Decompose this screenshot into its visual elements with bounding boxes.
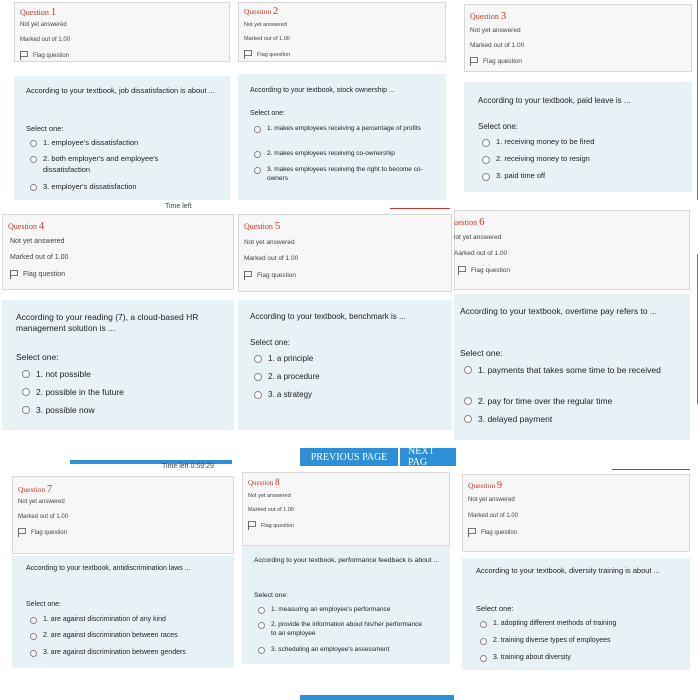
question-title-7: Question 7	[18, 484, 53, 495]
question-status-6: lot yet answered	[454, 234, 502, 241]
previous-page-button[interactable]: PREVIOUS PAGE	[300, 448, 398, 466]
option-8-2[interactable]: 2. provide the information about his/her performance to an employee	[258, 620, 428, 639]
radio-button[interactable]	[464, 397, 472, 405]
scrollbar[interactable]	[697, 0, 698, 200]
question-marks-3: Marked out of 1.00	[470, 42, 525, 49]
question-text-1: According to your textbook, job dissatisfaction is about ...	[26, 86, 215, 95]
option-3-2[interactable]: 2. receiving money to resign	[482, 154, 687, 165]
question-tile-3	[456, 0, 700, 200]
question-title-5: Question 5	[244, 220, 281, 232]
select-one-label: Select one:	[250, 110, 286, 117]
question-status-2: Not yet answered	[244, 22, 287, 28]
option-4-2[interactable]: 2. possible in the future	[22, 386, 227, 398]
select-one-label: Select one:	[16, 352, 59, 362]
select-one-label: Select one:	[460, 348, 503, 358]
select-one-label: Select one:	[478, 122, 519, 131]
question-title-2: Question 2	[244, 6, 279, 17]
timer-partial: Time left	[165, 203, 192, 210]
select-one-label: Select one:	[26, 124, 64, 133]
flag-question-3[interactable]: Flag question	[470, 57, 522, 66]
question-status-9: Not yet answered	[468, 497, 515, 503]
question-tile-4	[0, 212, 236, 434]
select-one-label: Select one:	[26, 601, 62, 608]
flag-icon	[18, 528, 27, 537]
question-tile-5	[236, 212, 454, 434]
flag-icon	[10, 270, 19, 279]
question-status-5: Not yet answered	[244, 239, 295, 246]
question-text-8: According to your textbook, performance feedback is about ...	[254, 557, 440, 564]
radio-button[interactable]	[254, 167, 261, 174]
flag-question-5[interactable]: Flag question	[244, 271, 296, 280]
radio-button[interactable]	[22, 388, 30, 396]
flag-icon	[458, 266, 467, 275]
select-one-label: Select one:	[254, 592, 289, 599]
flag-icon	[470, 57, 479, 66]
radio-button[interactable]	[254, 373, 262, 381]
question-title-4: Question 4	[8, 220, 45, 232]
radio-button[interactable]	[22, 370, 30, 378]
option-7-1[interactable]: 1. are against discrimination of any kind	[30, 615, 230, 625]
option-1-1[interactable]: 1. employee's dissatisfaction	[30, 138, 220, 149]
bottom-bar	[300, 695, 454, 700]
flag-icon	[248, 521, 257, 530]
question-tile-2	[234, 0, 452, 212]
option-6-1[interactable]: 1. payments that takes some time to be received	[464, 364, 664, 376]
radio-button[interactable]	[30, 140, 37, 147]
radio-button[interactable]	[464, 415, 472, 423]
radio-button[interactable]	[258, 607, 265, 614]
flag-icon	[468, 528, 477, 537]
question-title-8: Question 8	[248, 478, 280, 488]
flag-icon	[20, 51, 29, 60]
option-3-3[interactable]: 3. paid time off	[482, 171, 687, 182]
radio-button[interactable]	[22, 406, 30, 414]
radio-button[interactable]	[480, 655, 487, 662]
select-one-label: Select one:	[476, 604, 514, 613]
question-text-4: According to your reading (7), a cloud-based HR management solution is ...	[16, 312, 199, 334]
radio-button[interactable]	[30, 184, 37, 191]
flag-icon	[244, 50, 253, 59]
select-one-label: Select one:	[250, 338, 291, 347]
option-2-2[interactable]: 2. makes employees receiving co-ownership	[254, 149, 439, 158]
radio-button[interactable]	[30, 650, 37, 657]
radio-button[interactable]	[254, 391, 262, 399]
question-marks-2: Marked out of 1.00	[244, 36, 290, 42]
question-marks-4: Marked out of 1.00	[10, 254, 69, 261]
question-title-9: Question 9	[468, 480, 503, 491]
flag-question-9[interactable]: Flag question	[468, 528, 517, 537]
radio-button[interactable]	[30, 633, 37, 640]
question-marks-5: Marked out of 1.00	[244, 255, 299, 262]
question-text-2: According to your textbook, stock ownership ...	[250, 87, 395, 94]
radio-button[interactable]	[30, 156, 37, 163]
question-status-4: Not yet answered	[10, 238, 65, 245]
question-marks-9: Marked out of 1.00	[468, 513, 519, 519]
question-text-9: According to your textbook, diversity training is about ...	[476, 566, 660, 575]
option-1-3[interactable]: 3. employer's dissatisfaction	[30, 182, 220, 193]
question-text-5: According to your textbook, benchmark is ...	[250, 312, 406, 321]
flag-icon	[244, 271, 253, 280]
radio-button[interactable]	[482, 156, 490, 164]
section-divider	[390, 208, 450, 209]
option-4-3[interactable]: 3. possible now	[22, 404, 227, 416]
option-6-3[interactable]: 3. delayed payment	[464, 413, 684, 425]
question-text-6: According to your textbook, overtime pay refers to ...	[460, 306, 658, 316]
radio-button[interactable]	[254, 151, 261, 158]
radio-button[interactable]	[482, 173, 490, 181]
section-divider	[612, 469, 690, 470]
question-marks-1: Marked out of 1.00	[20, 37, 71, 43]
next-page-button[interactable]: NEXT PAG	[400, 448, 456, 466]
question-title-1: Question 1	[20, 6, 57, 18]
question-tile-7	[0, 460, 236, 700]
option-9-1[interactable]: 1. adopting different methods of training	[480, 619, 685, 629]
question-marks-8: Marked out of 1.00	[248, 507, 294, 513]
question-tile-1	[0, 0, 232, 212]
question-status-8: Not yet answered	[248, 493, 291, 499]
option-8-3[interactable]: 3. scheduling an employee's assessment	[258, 645, 448, 654]
option-5-3[interactable]: 3. a strategy	[254, 389, 444, 401]
flag-question-7[interactable]: Flag question	[18, 528, 67, 537]
question-status-1: Not yet answered	[20, 22, 67, 28]
radio-button[interactable]	[482, 139, 490, 147]
option-7-2[interactable]: 2. are against discrimination between races	[30, 631, 230, 641]
option-6-2[interactable]: 2. pay for time over the regular time	[464, 395, 684, 407]
question-text-7: According to your textbook, antidiscrimination laws ...	[26, 565, 191, 572]
option-2-1[interactable]: 1. makes employees receiving a percentage of profits	[254, 124, 439, 133]
question-status-7: Not yet answered	[18, 499, 65, 505]
radio-button[interactable]	[464, 366, 472, 374]
radio-button[interactable]	[480, 638, 487, 645]
question-marks-6: Aarked out of 1.00	[454, 250, 508, 257]
radio-button[interactable]	[30, 617, 37, 624]
option-2-3[interactable]: 3. makes employees receiving the right to become co-owners	[254, 165, 439, 184]
option-5-1[interactable]: 1. a principle	[254, 353, 444, 365]
question-status-3: Not yet answered	[470, 27, 521, 34]
question-tile-6	[454, 208, 700, 440]
option-5-2[interactable]: 2. a procedure	[254, 371, 444, 383]
scrollbar[interactable]	[697, 254, 698, 404]
flag-question-4[interactable]: Flag question	[10, 270, 65, 279]
option-9-2[interactable]: 2. training diverse types of employees	[480, 636, 685, 646]
question-title-6: uestion 6	[454, 216, 485, 228]
question-tile-8	[236, 466, 454, 700]
option-7-3[interactable]: 3. are against discrimination between genders	[30, 648, 234, 658]
flag-question-2[interactable]: Flag question	[244, 50, 290, 59]
radio-button[interactable]	[254, 126, 261, 133]
option-3-1[interactable]: 1. receiving money to be fired	[482, 137, 687, 148]
option-1-2[interactable]: 2. both employer's and employee's dissatisfaction	[30, 154, 200, 176]
radio-button[interactable]	[254, 355, 262, 363]
radio-button[interactable]	[258, 622, 265, 629]
flag-question-6[interactable]: Flag question	[458, 266, 510, 275]
option-4-1[interactable]: 1. not possible	[22, 368, 227, 380]
question-title-3: Question 3	[470, 10, 507, 22]
option-9-3[interactable]: 3. training about diversity	[480, 653, 685, 663]
question-tile-9	[456, 460, 700, 700]
timer-display: Time left 0:59:29	[162, 463, 214, 470]
flag-question-8[interactable]: Flag question	[248, 521, 294, 530]
question-text-3: According to your textbook, paid leave is ...	[478, 96, 631, 105]
flag-question-1[interactable]: Flag question	[20, 51, 69, 60]
radio-button[interactable]	[258, 647, 265, 654]
radio-button[interactable]	[480, 621, 487, 628]
question-marks-7: Marked out of 1.00	[18, 514, 69, 520]
option-8-1[interactable]: 1. measuring an employee's performance	[258, 605, 448, 614]
